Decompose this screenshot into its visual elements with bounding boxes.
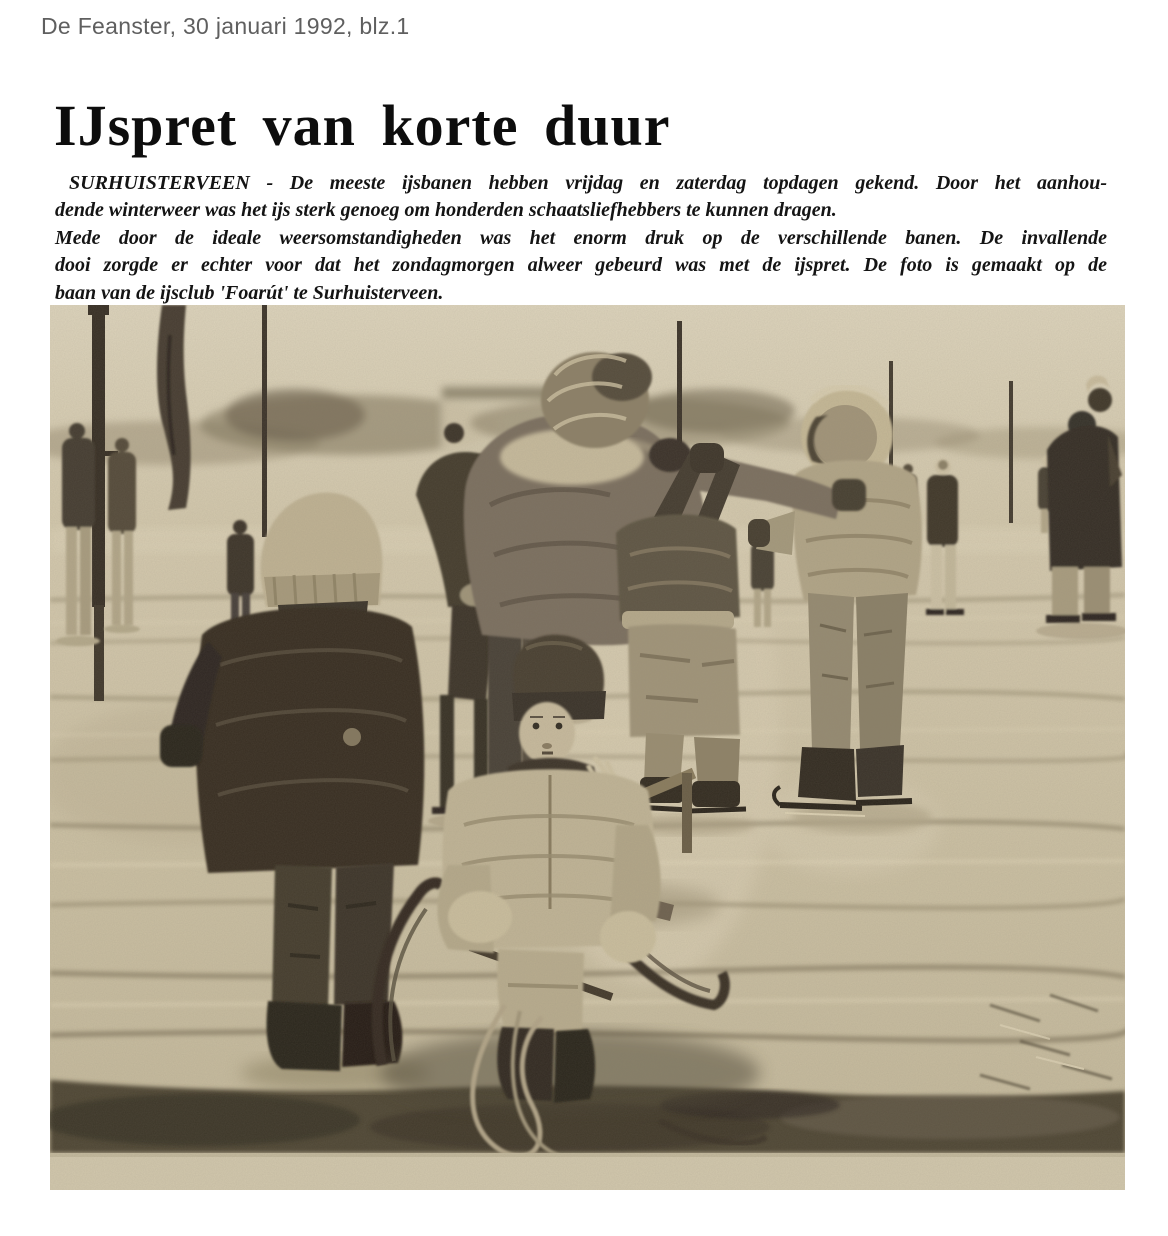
article-paragraph (55, 225, 1107, 307)
news-photo (50, 305, 1125, 1190)
news-photo-illustration (50, 305, 1125, 1190)
article-line: dende winterweer was het ijs sterk genoeg om honderden schaatsliefhebbers te kunnen dragen. (55, 199, 837, 222)
article (55, 170, 1107, 307)
headline: IJspret van korte duur (54, 93, 671, 158)
article-line: dooi zorgde er echter voor dat het zondagmorgen alweer gebeurd was met de ijspret. De foto is gemaakt op de (55, 254, 1107, 277)
publication-line: De Feanster, 30 januari 1992, blz.1 (41, 13, 410, 39)
article-line: SURHUISTERVEEN - De meeste ijsbanen hebben vrijdag en zaterdag topdagen gekend. Door het aanhou- (69, 172, 1107, 194)
article-paragraph (55, 170, 1107, 225)
newsprint-grain (50, 305, 1125, 1190)
article-line: baan van de ijsclub 'Foarút' te Surhuisterveen. (55, 281, 444, 304)
article-line: Mede door de ideale weersomstandigheden was het enorm druk op de verschillende banen. De invallende (55, 226, 1107, 249)
